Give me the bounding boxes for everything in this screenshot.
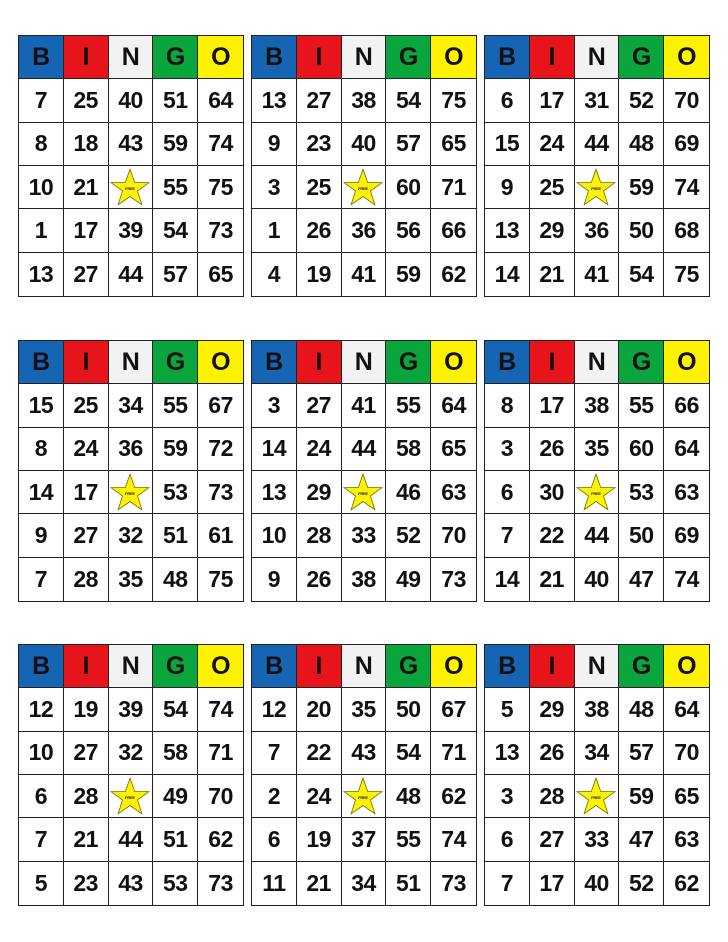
number-cell: 9 <box>19 514 64 557</box>
header-letter-o: O <box>198 645 243 688</box>
header-letter-b: B <box>19 341 64 384</box>
header-letter-g: G <box>153 36 198 79</box>
number-cell: 17 <box>530 384 575 427</box>
number-cell: 75 <box>208 565 233 592</box>
number-cell: 75 <box>674 260 699 287</box>
number-cell: 18 <box>64 123 109 166</box>
free-space <box>109 166 154 209</box>
header-letter-o: O <box>664 341 709 384</box>
star-icon <box>576 473 616 511</box>
number-cell: 22 <box>297 732 342 775</box>
number-cell: 28 <box>297 514 342 557</box>
number-cell: 58 <box>386 428 431 471</box>
number-cell: 57 <box>153 253 198 296</box>
free-label: FREE <box>591 490 602 496</box>
number-cell: 36 <box>575 209 620 252</box>
number-cell: 7 <box>19 79 64 122</box>
number-cell: 30 <box>530 471 575 514</box>
number-cell: 64 <box>198 79 243 122</box>
number-cell: 48 <box>153 558 198 601</box>
number-cell: 50 <box>619 514 664 557</box>
number-cell: 7 <box>485 514 530 557</box>
header-letter-g: G <box>386 645 431 688</box>
number-cell: 44 <box>575 123 620 166</box>
number-cell: 63 <box>431 471 476 514</box>
number-cell: 74 <box>664 166 709 209</box>
bingo-card <box>484 340 710 602</box>
free-label: FREE <box>591 794 602 800</box>
number-cell: 6 <box>19 775 64 818</box>
free-space <box>575 166 620 209</box>
number-cell: 56 <box>386 209 431 252</box>
number-cell: 37 <box>342 818 387 861</box>
number-cell: 43 <box>109 862 154 905</box>
number-cell: 40 <box>109 79 154 122</box>
number-cell: 34 <box>109 384 154 427</box>
number-cell: 52 <box>386 514 431 557</box>
star-icon <box>110 473 150 511</box>
number-cell: 4 <box>252 253 297 296</box>
header-letter-b: B <box>252 341 297 384</box>
number-cell: 64 <box>664 688 709 731</box>
free-label: FREE <box>358 490 369 496</box>
number-cell: 59 <box>619 775 664 818</box>
number-cell: 51 <box>153 79 198 122</box>
number-cell: 65 <box>431 428 476 471</box>
free-label: FREE <box>125 185 136 191</box>
number-cell: 26 <box>530 732 575 775</box>
number-cell: 75 <box>431 79 476 122</box>
number-cell: 55 <box>153 384 198 427</box>
header-letter-i: I <box>64 341 109 384</box>
number-cell: 3 <box>485 775 530 818</box>
number-cell: 70 <box>431 514 476 557</box>
number-cell: 25 <box>64 79 109 122</box>
number-cell: 71 <box>431 732 476 775</box>
number-cell: 26 <box>297 209 342 252</box>
header-letter-b: B <box>252 36 297 79</box>
bingo-card <box>484 35 710 297</box>
header-letter-o: O <box>664 645 709 688</box>
number-cell: 29 <box>530 688 575 731</box>
number-cell: 61 <box>198 514 243 557</box>
number-cell: 35 <box>575 428 620 471</box>
free-space <box>342 471 387 514</box>
number-cell: 54 <box>619 253 664 296</box>
number-cell: 41 <box>575 253 620 296</box>
number-cell: 21 <box>530 558 575 601</box>
number-cell: 73 <box>208 869 233 896</box>
number-cell: 9 <box>252 558 297 601</box>
number-cell: 25 <box>297 166 342 209</box>
number-cell: 7 <box>252 732 297 775</box>
number-cell: 54 <box>153 688 198 731</box>
header-letter-n: N <box>109 645 154 688</box>
number-cell: 26 <box>530 428 575 471</box>
header-letter-o: O <box>198 341 243 384</box>
number-cell: 9 <box>252 123 297 166</box>
number-cell: 74 <box>198 123 243 166</box>
number-cell: 13 <box>252 471 297 514</box>
number-cell: 19 <box>297 818 342 861</box>
number-cell: 70 <box>664 79 709 122</box>
number-cell: 21 <box>64 166 109 209</box>
number-cell: 47 <box>619 818 664 861</box>
header-letter-i: I <box>297 36 342 79</box>
number-cell: 27 <box>64 732 109 775</box>
number-cell: 23 <box>64 862 109 905</box>
number-cell: 1 <box>252 209 297 252</box>
number-cell: 52 <box>619 862 664 905</box>
number-cell: 62 <box>198 818 243 861</box>
header-letter-i: I <box>530 341 575 384</box>
number-cell: 67 <box>431 688 476 731</box>
number-cell: 28 <box>64 558 109 601</box>
number-cell: 6 <box>485 79 530 122</box>
number-cell: 9 <box>485 166 530 209</box>
number-cell: 10 <box>252 514 297 557</box>
number-cell: 60 <box>619 428 664 471</box>
number-cell: 59 <box>153 123 198 166</box>
number-cell: 8 <box>19 123 64 166</box>
number-cell: 39 <box>109 688 154 731</box>
number-cell: 40 <box>575 862 620 905</box>
number-cell: 1 <box>19 209 64 252</box>
number-cell: 53 <box>619 471 664 514</box>
number-cell: 36 <box>109 428 154 471</box>
number-cell: 27 <box>297 384 342 427</box>
header-letter-o: O <box>431 645 476 688</box>
number-cell: 48 <box>619 688 664 731</box>
number-cell: 21 <box>297 862 342 905</box>
number-cell: 39 <box>109 209 154 252</box>
number-cell: 64 <box>664 428 709 471</box>
number-cell: 17 <box>530 79 575 122</box>
number-cell: 41 <box>342 384 387 427</box>
number-cell: 27 <box>64 514 109 557</box>
number-cell: 19 <box>297 253 342 296</box>
star-icon <box>576 777 616 815</box>
number-cell: 62 <box>441 260 466 287</box>
header-letter-o: O <box>198 36 243 79</box>
number-cell: 17 <box>530 862 575 905</box>
number-cell: 33 <box>342 514 387 557</box>
number-cell: 13 <box>485 209 530 252</box>
bingo-card <box>18 35 244 297</box>
number-cell: 21 <box>530 253 575 296</box>
number-cell: 7 <box>19 558 64 601</box>
number-cell: 5 <box>19 862 64 905</box>
free-space <box>342 166 387 209</box>
number-cell: 11 <box>252 862 297 905</box>
number-cell: 38 <box>342 558 387 601</box>
number-cell: 44 <box>109 818 154 861</box>
number-cell: 65 <box>664 775 709 818</box>
header-letter-b: B <box>19 36 64 79</box>
number-cell: 15 <box>19 384 64 427</box>
number-cell: 54 <box>386 79 431 122</box>
number-cell: 6 <box>485 471 530 514</box>
header-letter-o: O <box>431 341 476 384</box>
number-cell: 14 <box>485 253 530 296</box>
number-cell: 28 <box>530 775 575 818</box>
bingo-card <box>484 644 710 906</box>
number-cell: 7 <box>485 862 530 905</box>
free-label: FREE <box>125 490 136 496</box>
number-cell: 59 <box>153 428 198 471</box>
number-cell: 2 <box>252 775 297 818</box>
number-cell: 74 <box>198 688 243 731</box>
number-cell: 12 <box>19 688 64 731</box>
number-cell: 14 <box>252 428 297 471</box>
number-cell: 7 <box>19 818 64 861</box>
number-cell: 44 <box>575 514 620 557</box>
number-cell: 72 <box>198 428 243 471</box>
bingo-card <box>251 35 477 297</box>
number-cell: 55 <box>153 166 198 209</box>
number-cell: 3 <box>485 428 530 471</box>
number-cell: 71 <box>431 166 476 209</box>
number-cell: 70 <box>664 732 709 775</box>
number-cell: 12 <box>252 688 297 731</box>
number-cell: 38 <box>575 384 620 427</box>
number-cell: 40 <box>342 123 387 166</box>
header-letter-n: N <box>575 36 620 79</box>
number-cell: 75 <box>198 166 243 209</box>
number-cell: 58 <box>153 732 198 775</box>
number-cell: 52 <box>619 79 664 122</box>
free-label: FREE <box>358 185 369 191</box>
number-cell: 55 <box>619 384 664 427</box>
number-cell: 3 <box>252 166 297 209</box>
star-icon <box>110 777 150 815</box>
header-letter-g: G <box>153 341 198 384</box>
header-letter-i: I <box>530 36 575 79</box>
number-cell: 24 <box>297 775 342 818</box>
number-cell: 25 <box>530 166 575 209</box>
number-cell: 73 <box>441 869 466 896</box>
header-letter-o: O <box>431 36 476 79</box>
bingo-card <box>18 340 244 602</box>
number-cell: 48 <box>386 775 431 818</box>
number-cell: 27 <box>530 818 575 861</box>
number-cell: 13 <box>252 79 297 122</box>
header-letter-n: N <box>575 645 620 688</box>
number-cell: 28 <box>64 775 109 818</box>
number-cell: 41 <box>342 253 387 296</box>
number-cell: 13 <box>19 253 64 296</box>
bingo-card <box>251 340 477 602</box>
number-cell: 74 <box>674 565 699 592</box>
number-cell: 5 <box>485 688 530 731</box>
number-cell: 40 <box>575 558 620 601</box>
number-cell: 60 <box>386 166 431 209</box>
header-letter-g: G <box>619 341 664 384</box>
number-cell: 19 <box>64 688 109 731</box>
number-cell: 48 <box>619 123 664 166</box>
header-letter-b: B <box>19 645 64 688</box>
number-cell: 69 <box>664 123 709 166</box>
number-cell: 35 <box>342 688 387 731</box>
number-cell: 23 <box>297 123 342 166</box>
header-letter-i: I <box>64 645 109 688</box>
number-cell: 66 <box>431 209 476 252</box>
header-letter-i: I <box>297 341 342 384</box>
number-cell: 20 <box>297 688 342 731</box>
number-cell: 54 <box>153 209 198 252</box>
number-cell: 31 <box>575 79 620 122</box>
number-cell: 57 <box>386 123 431 166</box>
header-letter-o: O <box>664 36 709 79</box>
header-letter-g: G <box>619 645 664 688</box>
number-cell: 13 <box>485 732 530 775</box>
number-cell: 51 <box>386 862 431 905</box>
header-letter-b: B <box>485 645 530 688</box>
number-cell: 53 <box>153 471 198 514</box>
number-cell: 32 <box>109 732 154 775</box>
number-cell: 38 <box>342 79 387 122</box>
number-cell: 36 <box>342 209 387 252</box>
number-cell: 35 <box>109 558 154 601</box>
number-cell: 69 <box>664 514 709 557</box>
header-letter-b: B <box>252 645 297 688</box>
number-cell: 8 <box>19 428 64 471</box>
number-cell: 21 <box>64 818 109 861</box>
number-cell: 25 <box>64 384 109 427</box>
free-label: FREE <box>125 794 136 800</box>
number-cell: 66 <box>664 384 709 427</box>
number-cell: 49 <box>386 558 431 601</box>
number-cell: 63 <box>664 818 709 861</box>
number-cell: 59 <box>386 253 431 296</box>
header-letter-i: I <box>530 645 575 688</box>
header-letter-g: G <box>386 36 431 79</box>
bingo-card <box>18 644 244 906</box>
number-cell: 34 <box>575 732 620 775</box>
number-cell: 71 <box>198 732 243 775</box>
star-icon <box>343 777 383 815</box>
free-label: FREE <box>591 185 602 191</box>
header-letter-b: B <box>485 36 530 79</box>
number-cell: 10 <box>19 732 64 775</box>
free-space <box>109 775 154 818</box>
free-space <box>109 471 154 514</box>
number-cell: 70 <box>198 775 243 818</box>
number-cell: 50 <box>386 688 431 731</box>
number-cell: 17 <box>64 209 109 252</box>
free-label: FREE <box>358 794 369 800</box>
number-cell: 64 <box>431 384 476 427</box>
number-cell: 53 <box>153 862 198 905</box>
number-cell: 6 <box>485 818 530 861</box>
number-cell: 67 <box>198 384 243 427</box>
header-letter-n: N <box>342 645 387 688</box>
number-cell: 6 <box>252 818 297 861</box>
number-cell: 17 <box>64 471 109 514</box>
number-cell: 65 <box>431 123 476 166</box>
number-cell: 57 <box>619 732 664 775</box>
number-cell: 46 <box>386 471 431 514</box>
number-cell: 51 <box>153 514 198 557</box>
number-cell: 3 <box>252 384 297 427</box>
number-cell: 73 <box>198 209 243 252</box>
bingo-card <box>251 644 477 906</box>
number-cell: 43 <box>109 123 154 166</box>
number-cell: 65 <box>208 260 233 287</box>
number-cell: 74 <box>431 818 476 861</box>
number-cell: 59 <box>619 166 664 209</box>
number-cell: 47 <box>619 558 664 601</box>
number-cell: 50 <box>619 209 664 252</box>
number-cell: 14 <box>485 558 530 601</box>
number-cell: 55 <box>386 818 431 861</box>
number-cell: 62 <box>431 775 476 818</box>
number-cell: 63 <box>664 471 709 514</box>
number-cell: 38 <box>575 688 620 731</box>
number-cell: 22 <box>530 514 575 557</box>
number-cell: 43 <box>342 732 387 775</box>
header-letter-n: N <box>109 341 154 384</box>
number-cell: 24 <box>297 428 342 471</box>
header-letter-n: N <box>575 341 620 384</box>
header-letter-n: N <box>109 36 154 79</box>
number-cell: 55 <box>386 384 431 427</box>
number-cell: 44 <box>109 253 154 296</box>
star-icon <box>576 168 616 206</box>
number-cell: 32 <box>109 514 154 557</box>
star-icon <box>343 168 383 206</box>
header-letter-g: G <box>619 36 664 79</box>
number-cell: 73 <box>441 565 466 592</box>
number-cell: 51 <box>153 818 198 861</box>
star-icon <box>343 473 383 511</box>
number-cell: 10 <box>19 166 64 209</box>
free-space <box>575 471 620 514</box>
number-cell: 29 <box>530 209 575 252</box>
header-letter-g: G <box>386 341 431 384</box>
number-cell: 26 <box>297 558 342 601</box>
header-letter-b: B <box>485 341 530 384</box>
number-cell: 27 <box>297 79 342 122</box>
number-cell: 24 <box>530 123 575 166</box>
number-cell: 44 <box>342 428 387 471</box>
number-cell: 68 <box>664 209 709 252</box>
number-cell: 73 <box>198 471 243 514</box>
number-cell: 62 <box>674 869 699 896</box>
number-cell: 14 <box>19 471 64 514</box>
number-cell: 54 <box>386 732 431 775</box>
header-letter-i: I <box>297 645 342 688</box>
number-cell: 49 <box>153 775 198 818</box>
number-cell: 27 <box>64 253 109 296</box>
number-cell: 8 <box>485 384 530 427</box>
number-cell: 29 <box>297 471 342 514</box>
number-cell: 15 <box>485 123 530 166</box>
header-letter-n: N <box>342 341 387 384</box>
number-cell: 33 <box>575 818 620 861</box>
star-icon <box>110 168 150 206</box>
number-cell: 24 <box>64 428 109 471</box>
number-cell: 34 <box>342 862 387 905</box>
free-space <box>342 775 387 818</box>
header-letter-g: G <box>153 645 198 688</box>
free-space <box>575 775 620 818</box>
header-letter-i: I <box>64 36 109 79</box>
header-letter-n: N <box>342 36 387 79</box>
